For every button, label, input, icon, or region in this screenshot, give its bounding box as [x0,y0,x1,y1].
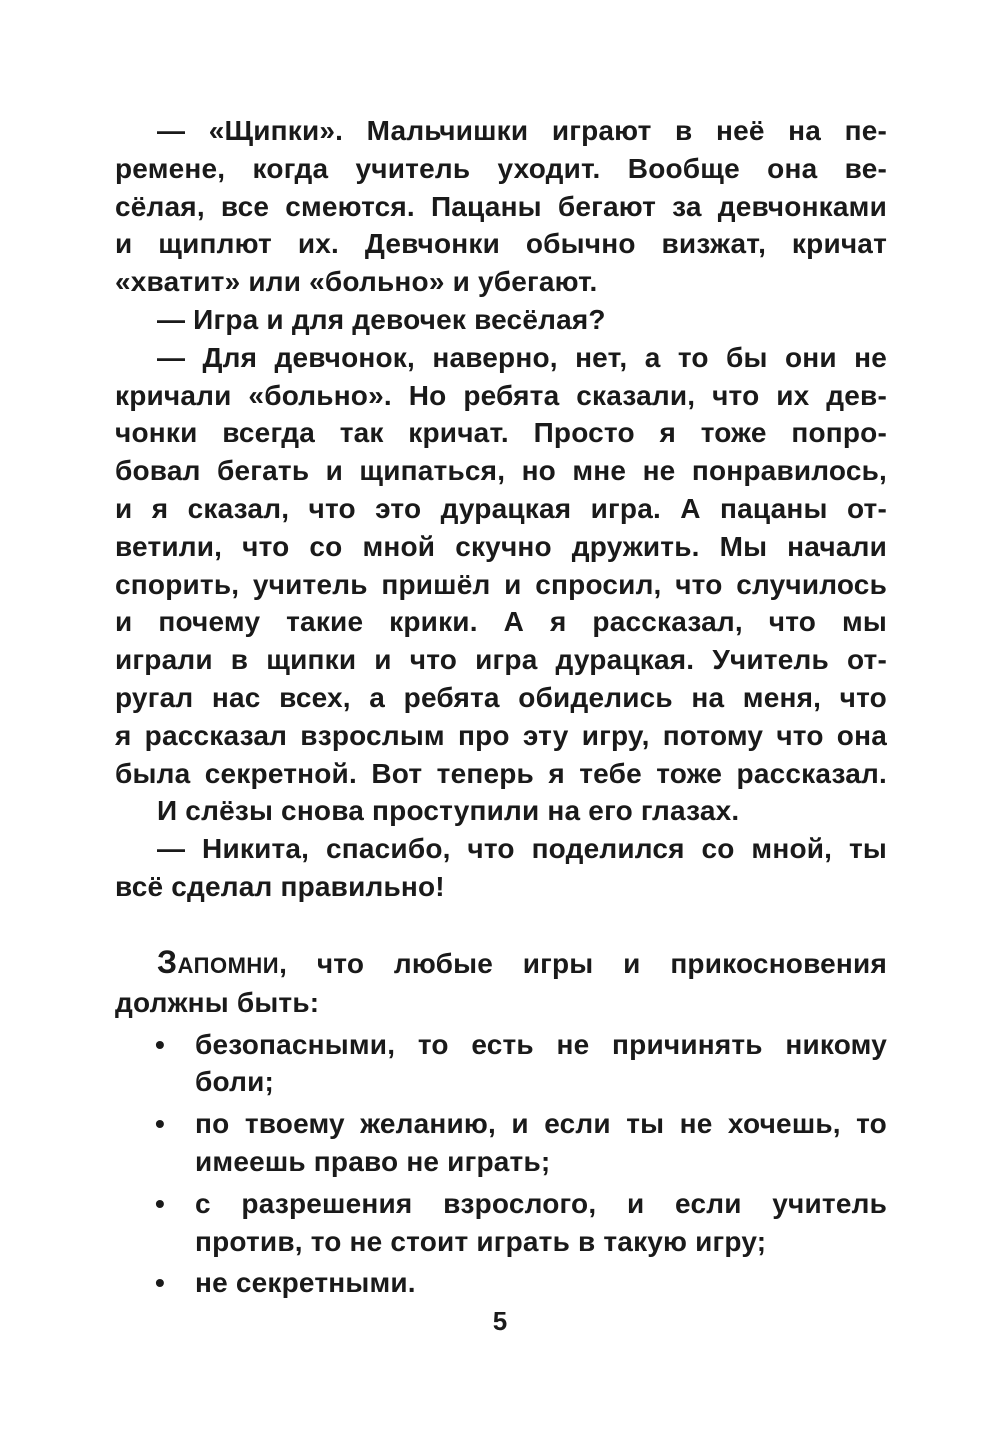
rule-line: против, то не стоит играть в такую игру; [195,1225,767,1257]
rule-line: имеешь право не играть; [195,1145,551,1177]
rule-item [115,1264,887,1302]
bullet-icon: • [155,1028,165,1060]
text-line: чонки всегда так кричат. Просто я тоже попро- [115,417,887,449]
rule-line: не секретными. [195,1267,416,1299]
section-gap [115,906,887,940]
rule-item [115,1026,887,1102]
text-line: — «Щипки». Мальчишки играют в неё на пе- [157,115,887,146]
text-line: бовал бегать и щипаться, но мне не понравилось, [115,455,887,487]
text-line: ремене, когда учитель уходит. Вообще она ве- [115,152,887,184]
remember-section [115,940,887,1302]
remember-intro-text: , что любые игры и прикосновения [279,947,887,979]
rules-list [115,1026,887,1303]
text-line: — Игра и для девочек весёлая? [157,303,606,335]
text-line: И слёзы снова проступили на его глазах. [157,795,740,827]
text-line: и почему такие крики. А я рассказал, что мы [115,606,887,638]
rule-item [115,1105,887,1181]
story-text [115,112,887,906]
text-line: сёлая, все смеются. Пацаны бегают за девчонками [115,190,887,222]
text-line: играли в щипки и что игра дурацкая. Учитель от- [115,644,887,676]
text-line: всё сделал правильно! [115,870,445,902]
rule-line: безопасными, то есть не причинять никому [195,1028,887,1060]
rule-item [115,1185,887,1261]
remember-heading: Запомни [157,943,280,980]
text-line: я рассказал взрослым про эту игру, потому что она [115,719,887,751]
text-line: — Для девчонок, наверно, нет, а то бы они не [157,341,887,373]
remember-intro-line2: должны быть: [115,986,320,1018]
text-line: и щиплют их. Девчонки обычно визжат, кричат [115,228,887,260]
remember-intro-line [115,940,887,984]
rule-line: с разрешения взрослого, и если учитель [195,1187,887,1219]
bullet-icon: • [155,1108,165,1140]
page-content [115,112,887,1302]
text-line: и я сказал, что это дурацкая игра. А пацаны от- [115,492,887,524]
text-line: ругал нас всех, а ребята обиделись на меня, что [115,681,887,713]
rule-line: боли; [195,1066,275,1098]
bullet-icon: • [155,1187,165,1219]
rule-line: по твоему желанию, и если ты не хочешь, то [195,1108,887,1140]
text-line: «хватит» или «больно» и убегают. [115,266,598,298]
text-line: ветили, что со мной скучно дружить. Мы начали [115,530,887,562]
page-number: 5 [492,1306,508,1336]
text-line: была секретной. Вот теперь я тебе тоже рассказал. [115,757,887,789]
text-line: — Никита, спасибо, что поделился со мной, ты [157,833,887,865]
text-line: кричали «больно». Но ребята сказали, что их дев- [115,379,887,411]
text-line: спорить, учитель пришёл и спросил, что случилось [115,568,887,600]
bullet-icon: • [155,1267,165,1299]
